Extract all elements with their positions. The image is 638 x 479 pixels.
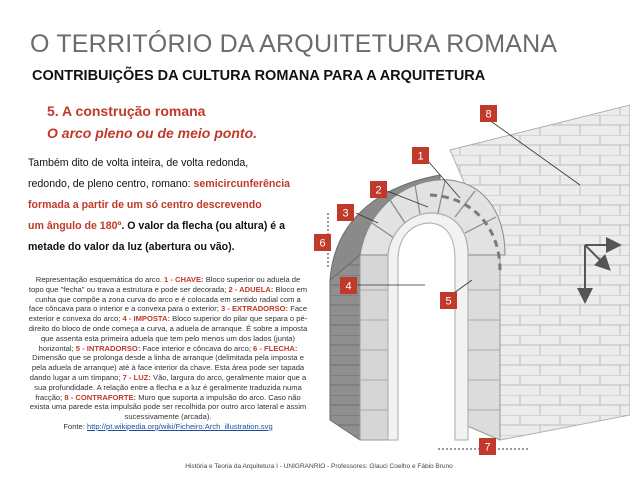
- svg-text:4: 4: [345, 280, 352, 293]
- body-line-1: Também dito de volta inteira, de volta redonda,: [28, 157, 249, 169]
- section-title: 5. A construção romana: [47, 103, 206, 119]
- caption-desc-intradorso: Face interior e côncava do arco;: [140, 343, 254, 353]
- marker-5: [440, 292, 457, 309]
- svg-text:8: 8: [485, 108, 492, 121]
- caption-desc-contraforte: Muro que suporta a impulsão do arco. Caso não exista uma parede esta impulsão pode ser recolhida por outro arco lateral e assim sucessivamente (arcada).: [29, 392, 307, 422]
- marker-3: [337, 204, 354, 221]
- section-subtitle: O arco pleno ou de meio ponto.: [47, 125, 258, 141]
- caption-term-aduela: 2 - ADUELA:: [228, 284, 274, 294]
- caption-term-contraforte: 8 - CONTRAFORTE:: [64, 392, 137, 402]
- caption-desc-imposta: Bloco superior do pilar que separa o pé-direito do bloco de onde começa a curva, a aduela de arranque. É sobre a imposta que assenta esta primeira aduela que tem pelo menos um dos lados (junta) horizontal;: [28, 314, 308, 353]
- caption-intro: Representação esquemática do arco.: [35, 275, 165, 284]
- body-text: [28, 153, 328, 258]
- marker-6: [314, 234, 331, 251]
- marker-7: [479, 438, 496, 455]
- caption-term-flecha: 6 - FLECHA:: [253, 343, 298, 353]
- source-link[interactable]: http://pt.wikipedia.org/wiki/Ficheiro:Arch_illustration.svg: [86, 421, 273, 431]
- body-highlight-semicircle: semicircunferência: [193, 178, 291, 190]
- diagram-caption: [28, 275, 308, 432]
- svg-text:7: 7: [484, 441, 491, 454]
- caption-term-intradorso: 5 - INTRADORSO:: [75, 343, 141, 353]
- marker-1: [412, 147, 429, 164]
- caption-desc-luz: Vão, largura do arco, geralmente maior que a sua profundidade. A relação entre a flecha e a luz é geralmente traduzida numa fracção;: [34, 372, 307, 402]
- caption-desc-flecha: Dimensão que se prolonga desde a linha de arranque (delimitada pela imposta e pela aduela de arranque) até à face interior da chave. Esta área pode ser tapada dando lugar a um tímpano;: [29, 353, 305, 382]
- body-line-5: metade do valor da luz (abertura ou vão).: [28, 241, 235, 253]
- caption-source-label: Fonte:: [63, 421, 87, 431]
- svg-text:3: 3: [342, 207, 349, 220]
- arch-diagram: [300, 95, 630, 460]
- caption-term-luz: 7 - LUZ:: [122, 372, 151, 382]
- body-line-4: [28, 216, 328, 237]
- arch-intrados: [388, 213, 468, 440]
- page-subtitle: CONTRIBUIÇÕES DA CULTURA ROMANA PARA A ARQUITETURA: [32, 68, 486, 84]
- body-line-4-text: . O valor da flecha (ou altura) é a: [121, 220, 286, 232]
- caption-term-extradorso: 3 - EXTRADORSO:: [220, 304, 289, 314]
- right-pier-front: [465, 245, 500, 440]
- body-line-2: [28, 174, 328, 195]
- caption-term-chave: 1 - CHAVE:: [164, 275, 204, 284]
- caption-desc-chave: Bloco superior ou aduela de topo que "fecha" ou trava a estrutura e pode ser decorada;: [28, 275, 301, 294]
- marker-2: [370, 181, 387, 198]
- caption-term-imposta: 4 - IMPOSTA:: [122, 314, 171, 324]
- svg-text:2: 2: [375, 184, 382, 197]
- caption-desc-aduela: Bloco em cunha que compõe a zona curva do arco e é colocada em sentido radial com a face côncava para o interior e a convexa para o exterior;: [28, 284, 308, 314]
- footer-text: História e Teoria da Arquitetura I - UNIGRANRIO - Professores: Glauci Coelho e Fábio Bruno: [185, 463, 453, 470]
- marker-4: [340, 277, 357, 294]
- marker-8: [480, 105, 497, 122]
- body-highlight-angle: um ângulo de 180º: [28, 220, 122, 232]
- svg-text:5: 5: [445, 295, 452, 308]
- body-line-2-text: redondo, de pleno centro, romano:: [28, 178, 194, 190]
- caption-desc-extradorso: Face exterior e convexa do arco;: [28, 304, 308, 324]
- svg-text:1: 1: [417, 150, 424, 163]
- svg-text:6: 6: [319, 237, 326, 250]
- page-title: O TERRITÓRIO DA ARQUITETURA ROMANA: [30, 30, 558, 58]
- left-pier-front: [360, 245, 388, 440]
- body-line-3: formada a partir de um só centro descrevendo: [28, 199, 262, 211]
